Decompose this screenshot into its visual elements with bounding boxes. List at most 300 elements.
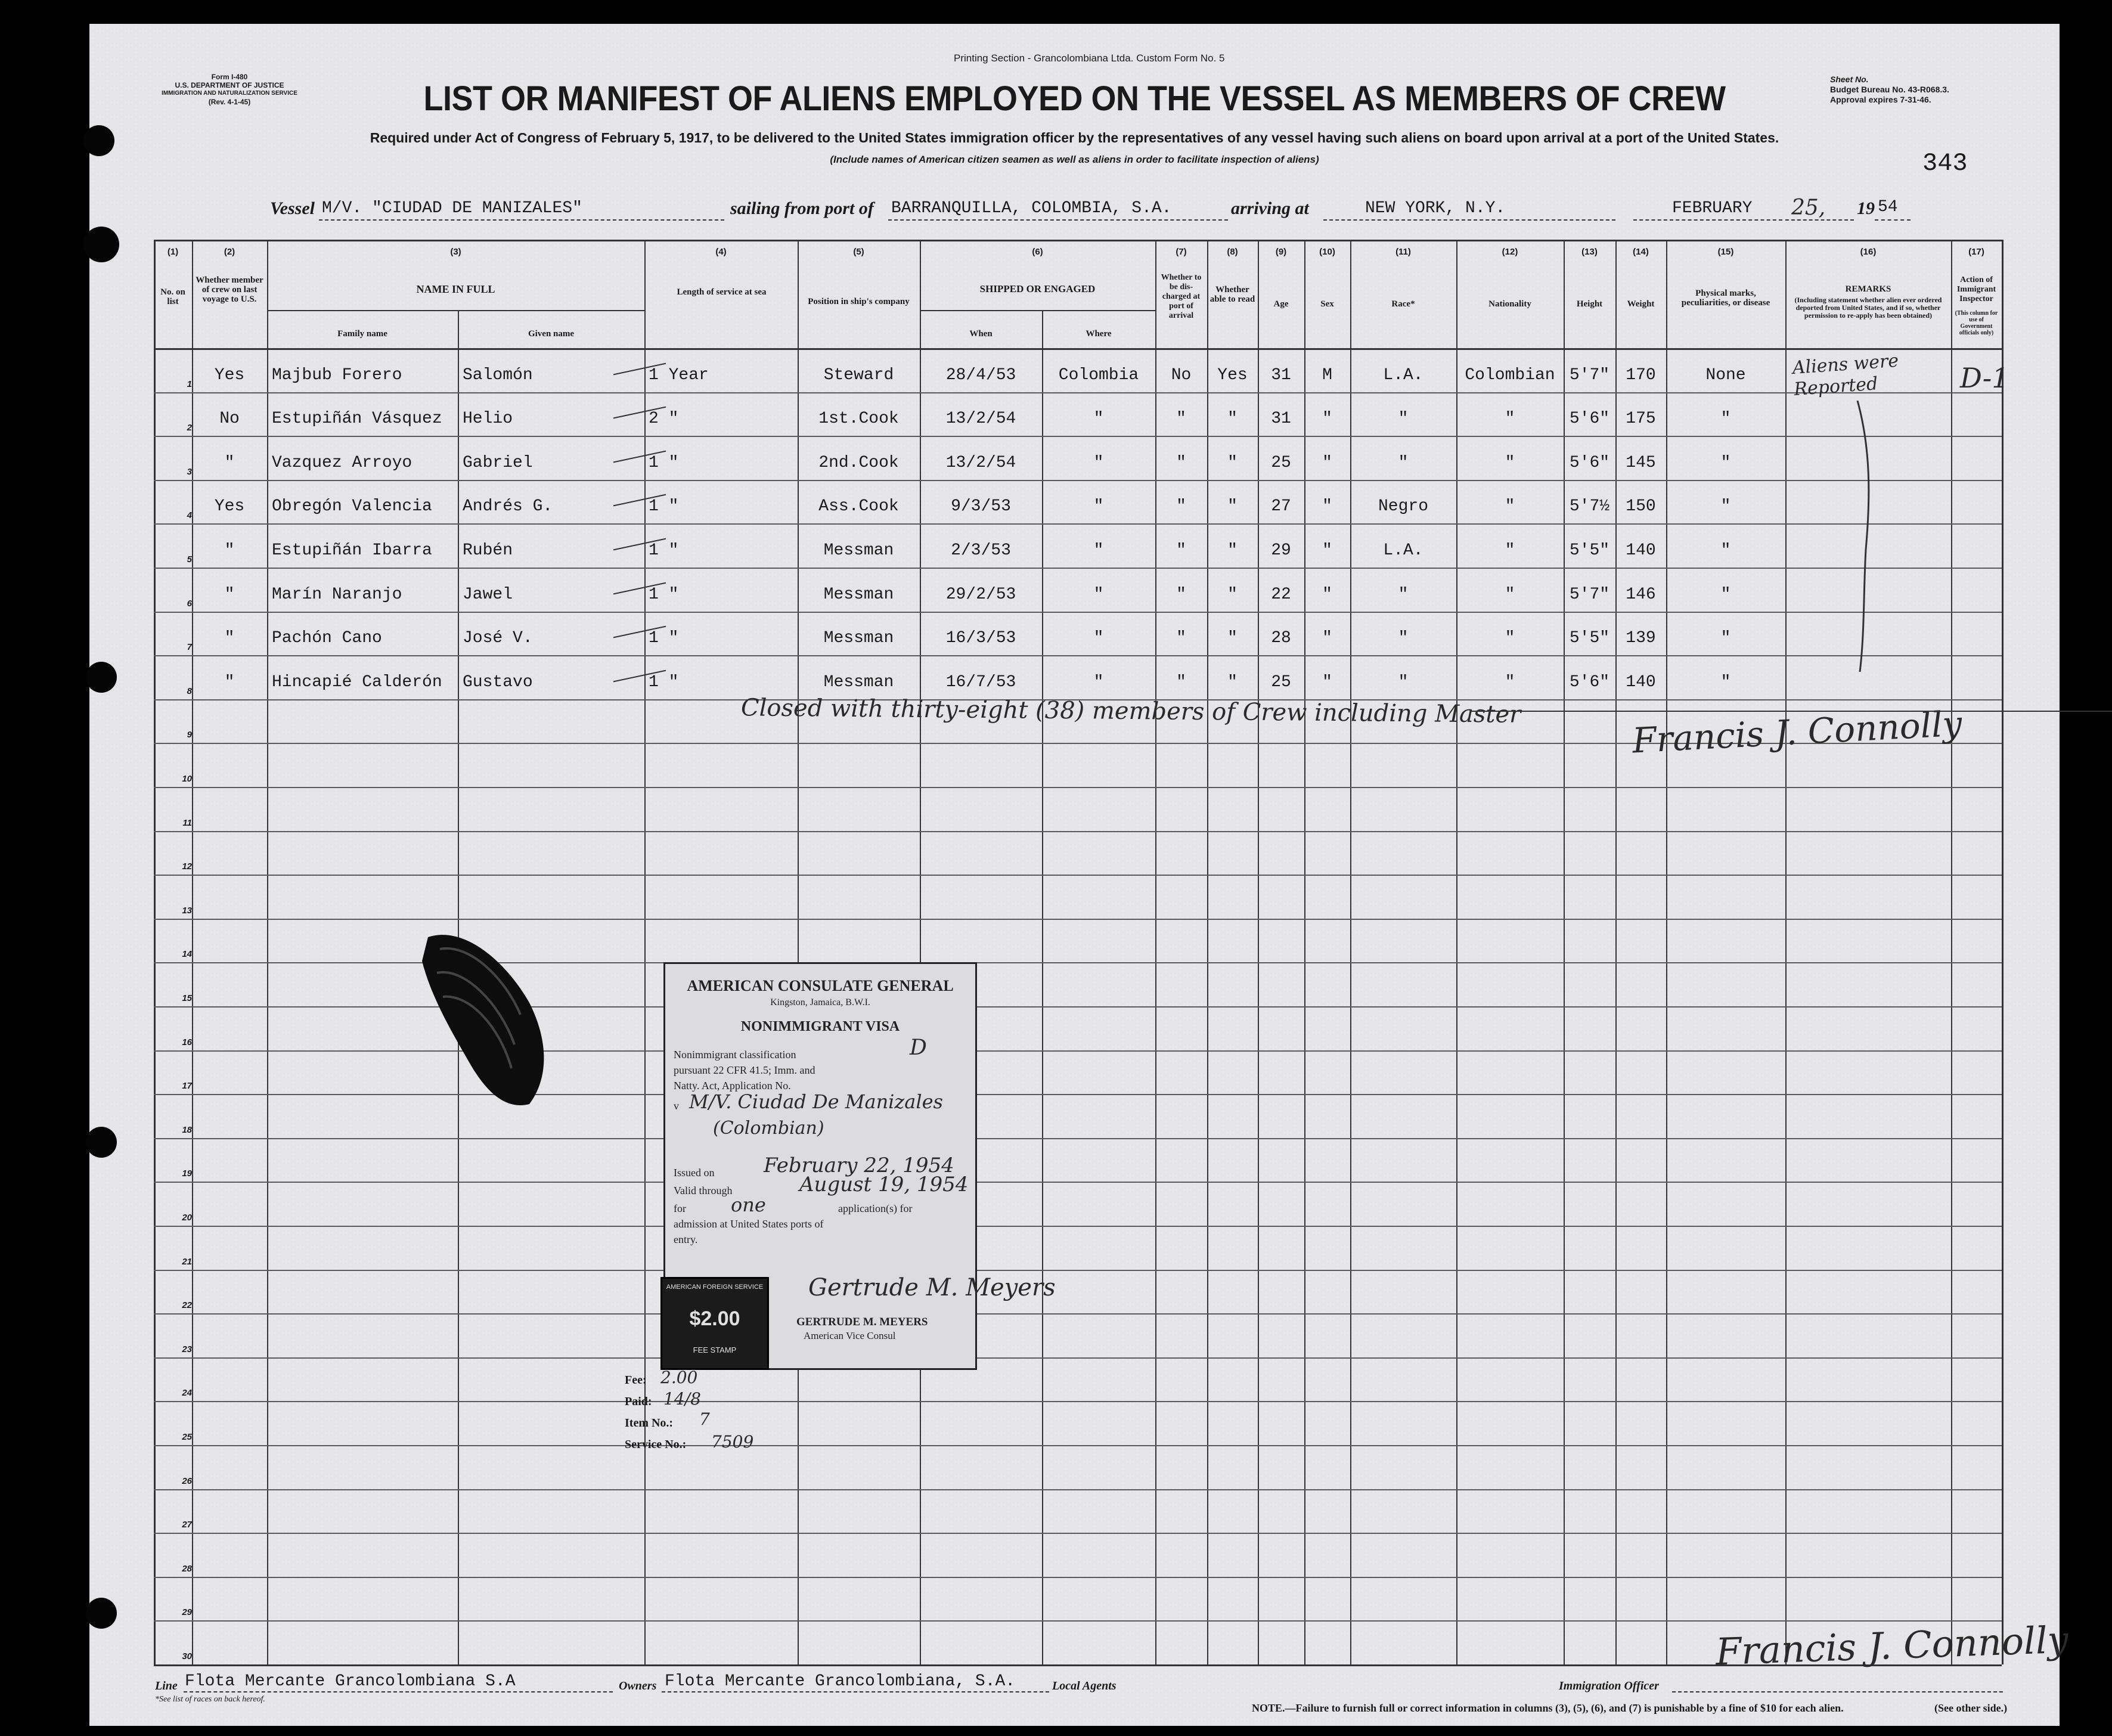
- col-num: (11): [1395, 247, 1411, 257]
- classification-value: D: [910, 1036, 927, 1060]
- row-number: 3: [187, 466, 192, 477]
- row-divider: [154, 1445, 2002, 1446]
- page-title: LIST OR MANIFEST OF ALIENS EMPLOYED ON THE VESSEL AS MEMBERS OF CREW: [423, 79, 1726, 118]
- cell-discharged: ": [1176, 672, 1186, 692]
- col-num: (14): [1633, 247, 1649, 257]
- action-code: D-1: [1960, 362, 2009, 394]
- row-number: 16: [182, 1037, 192, 1047]
- cell-position: 2nd.Cook: [818, 453, 899, 472]
- vessel-line: [89, 196, 2060, 225]
- cell-read: ": [1227, 672, 1238, 692]
- issued-label: Issued on: [674, 1167, 715, 1179]
- cell-discharged: ": [1176, 629, 1186, 648]
- col-num: (8): [1227, 247, 1238, 257]
- col-num: (4): [715, 247, 727, 257]
- col-header-shipped: SHIPPED OR ENGAGED: [979, 283, 1096, 294]
- cell-given: Salomón: [463, 365, 533, 385]
- row-number: 9: [187, 730, 192, 740]
- col-header-nationality: Nationality: [1488, 299, 1531, 309]
- consulate-location: Kingston, Jamaica, B.W.I.: [770, 997, 870, 1008]
- col-header-given-name: Given name: [528, 329, 575, 339]
- row-divider: [154, 655, 2002, 656]
- cell-age: 22: [1271, 585, 1291, 604]
- cell-service: 1 ": [649, 672, 679, 692]
- col-num: (13): [1581, 247, 1598, 257]
- include-note: (Include names of American citizen seamen as well as aliens in order to facilitate inspection of aliens): [830, 154, 1319, 165]
- row-divider: [154, 1270, 2002, 1271]
- stamp-country: (Colombian): [713, 1118, 824, 1139]
- cell-when: 2/3/53: [951, 541, 1011, 560]
- cell-sex: ": [1322, 585, 1332, 604]
- col-num: (16): [1860, 247, 1877, 257]
- admission-text: admission at United States ports of: [674, 1218, 824, 1230]
- valid-date: August 19, 1954: [799, 1173, 969, 1196]
- cell-where: ": [1093, 453, 1104, 472]
- col-header-remarks-note: (Including statement whether alien ever ordered deported from United States, and if so, whether permission to re-apply has been obtained): [1794, 296, 1942, 320]
- cell-nationality: ": [1505, 585, 1515, 604]
- cell-sex: ": [1322, 497, 1332, 516]
- cell-family: Majbub Forero: [272, 365, 402, 385]
- cell-crew: Yes: [214, 497, 245, 516]
- cell-family: Marín Naranjo: [272, 585, 402, 604]
- fee-stamp-value: $2.00: [689, 1307, 740, 1330]
- cell-race: L.A.: [1383, 541, 1423, 560]
- cell-weight: 150: [1626, 497, 1656, 516]
- cell-when: 16/3/53: [945, 629, 1016, 648]
- cell-race: ": [1398, 453, 1409, 472]
- item-label: Item No.:: [625, 1416, 674, 1430]
- row-number: 25: [182, 1432, 192, 1442]
- cell-crew: ": [224, 629, 235, 648]
- cell-position: Messman: [823, 541, 894, 560]
- row-divider: [154, 436, 2002, 437]
- cell-nationality: ": [1505, 672, 1515, 692]
- closing-statement: Closed with thirty-eight (38) members of Crew including Master: [740, 694, 1521, 728]
- cell-nationality: ": [1505, 497, 1515, 516]
- row-divider: [154, 1533, 2002, 1534]
- col-header-name: NAME IN FULL: [416, 283, 495, 295]
- cell-given: Helio: [463, 410, 513, 429]
- owners-label: Owners: [619, 1679, 657, 1692]
- cell-family: Pachón Cano: [272, 629, 382, 648]
- col-num: (2): [224, 247, 235, 257]
- row-number: 27: [182, 1520, 192, 1530]
- row-number: 23: [182, 1344, 192, 1354]
- col-header-where: Where: [1086, 329, 1112, 339]
- row-divider: [154, 1138, 2002, 1139]
- vessel-label: Vessel: [270, 199, 315, 218]
- classification-label: Nonimmigrant classification: [674, 1049, 796, 1061]
- row-number: 15: [182, 993, 192, 1003]
- col-num: (12): [1502, 247, 1518, 257]
- cell-height: 5'6": [1569, 672, 1610, 692]
- col-header-height: Height: [1576, 299, 1603, 309]
- cell-sex: M: [1322, 365, 1332, 385]
- row-number: 6: [187, 598, 192, 609]
- col-header-read: Whether able to read: [1209, 285, 1255, 304]
- cell-crew: ": [224, 541, 235, 560]
- cell-race: L.A.: [1383, 365, 1423, 385]
- row-number: 19: [182, 1168, 192, 1179]
- pursuant-text: pursuant 22 CFR 41.5; Imm. and: [674, 1064, 815, 1076]
- col-num: (10): [1319, 247, 1335, 257]
- row-divider: [154, 1313, 2002, 1315]
- cell-marks: ": [1720, 541, 1731, 560]
- cell-where: ": [1093, 629, 1104, 648]
- row-number: 2: [187, 423, 192, 433]
- cell-service: 1 ": [649, 497, 679, 516]
- row-number: 4: [187, 510, 192, 521]
- crew-manifest-table: [154, 240, 2069, 1674]
- cell-read: Yes: [1217, 365, 1248, 385]
- col-num: (3): [450, 247, 461, 257]
- row-number: 8: [187, 686, 192, 696]
- cell-read: ": [1227, 497, 1238, 516]
- for-label: for: [674, 1202, 686, 1214]
- cell-position: Messman: [823, 629, 894, 648]
- cell-weight: 170: [1626, 365, 1656, 385]
- row-number: 7: [187, 642, 192, 653]
- col-num: (15): [1717, 247, 1734, 257]
- cell-sex: ": [1322, 672, 1332, 692]
- fee-stamp-top: AMERICAN FOREIGN SERVICE: [666, 1284, 764, 1291]
- cell-service: 1 ": [649, 629, 679, 648]
- row-divider: [154, 612, 2002, 613]
- cell-crew: ": [224, 672, 235, 692]
- cell-discharged: ": [1176, 585, 1186, 604]
- cell-discharged: ": [1176, 410, 1186, 429]
- col-header-action: Action of Immigrant Inspector: [1956, 275, 1996, 303]
- col-header-position: Position in ship's company: [808, 297, 910, 306]
- vessel-name: M/V. "CIUDAD DE MANIZALES": [322, 199, 582, 218]
- cell-crew: ": [224, 585, 235, 604]
- col-header-race: Race*: [1391, 299, 1415, 309]
- cell-when: 13/2/54: [945, 410, 1016, 429]
- row-number: 20: [182, 1213, 192, 1223]
- punch-hole: [86, 1598, 117, 1629]
- cell-height: 5'6": [1569, 453, 1610, 472]
- row-divider: [154, 523, 2002, 525]
- cell-marks: None: [1705, 365, 1746, 385]
- row-number: 18: [182, 1124, 192, 1135]
- sheet-info: [1830, 75, 1949, 105]
- cell-position: Messman: [823, 585, 894, 604]
- arrival-day: 25,: [1791, 196, 1826, 220]
- row-number: 26: [182, 1475, 192, 1486]
- legal-requirement: Required under Act of Congress of February 5, 1917, to be delivered to the United States immigration officer by the representatives of any vessel having such aliens on board upon arrival at a port of the United States.: [370, 130, 1779, 145]
- row-number: 14: [182, 949, 192, 960]
- year-prefix: 19: [1857, 199, 1875, 218]
- punch-hole: [83, 227, 119, 262]
- cell-sex: ": [1322, 629, 1332, 648]
- col-header-physical-marks: Physical marks, peculiarities, or disease: [1681, 289, 1770, 308]
- cell-given: Andrés G.: [463, 497, 553, 516]
- service-label: Service No.:: [625, 1438, 687, 1451]
- col-num: (9): [1275, 247, 1287, 257]
- departure-port: BARRANQUILLA, COLOMBIA, S.A.: [891, 199, 1172, 218]
- cell-sex: ": [1322, 541, 1332, 560]
- col-num: (1): [167, 247, 179, 257]
- row-divider: [154, 875, 2002, 876]
- cell-read: ": [1227, 453, 1238, 472]
- row-divider: [154, 1182, 2002, 1183]
- cell-nationality: ": [1505, 453, 1515, 472]
- cell-nationality: ": [1505, 541, 1515, 560]
- cell-height: 5'7": [1569, 365, 1610, 385]
- department-name: U.S. DEPARTMENT OF JUSTICE: [175, 81, 284, 89]
- cell-marks: ": [1720, 410, 1731, 429]
- cell-given: Gabriel: [463, 453, 533, 472]
- row-number: 28: [182, 1563, 192, 1574]
- cell-read: ": [1227, 541, 1238, 560]
- cell-height: 5'7½: [1569, 497, 1610, 516]
- row-number: 12: [182, 861, 192, 872]
- vessel-prefix: v: [674, 1100, 679, 1112]
- cell-nationality: ": [1505, 629, 1515, 648]
- form-number: Form I-480: [211, 73, 248, 81]
- consulate-name: AMERICAN CONSULATE GENERAL: [687, 977, 954, 994]
- cell-read: ": [1227, 410, 1238, 429]
- cell-race: ": [1398, 629, 1409, 648]
- col-header-last-voyage: Whether member of crew on last voyage to U.S.: [196, 275, 263, 304]
- penalty-note: NOTE.—Failure to furnish full or correct information in columns (3), (5), (6), and (7) is punishable by a fine of $10 for each alien.: [1252, 1702, 1844, 1714]
- cell-weight: 146: [1626, 585, 1656, 604]
- cell-age: 31: [1271, 410, 1291, 429]
- cell-height: 5'5": [1569, 541, 1610, 560]
- cell-where: ": [1093, 497, 1104, 516]
- valid-label: Valid through: [674, 1185, 733, 1196]
- issued-date: February 22, 1954: [764, 1154, 954, 1177]
- cell-weight: 140: [1626, 672, 1656, 692]
- revision: (Rev. 4-1-45): [208, 98, 251, 106]
- col-header-family-name: Family name: [337, 329, 387, 339]
- cell-position: Steward: [823, 365, 894, 385]
- cell-family: Vazquez Arroyo: [272, 453, 413, 472]
- row-divider: [154, 480, 2002, 481]
- paid-label: Paid:: [625, 1395, 652, 1408]
- officer-signature: Francis J. Connolly: [1714, 1617, 2069, 1674]
- row-number: 11: [182, 817, 192, 828]
- cell-weight: 140: [1626, 541, 1656, 560]
- cell-race: Negro: [1378, 497, 1428, 516]
- page-number: 343: [1922, 149, 1968, 178]
- cell-discharged: No: [1171, 365, 1192, 385]
- sailing-label: sailing from port of: [730, 199, 874, 218]
- cell-crew: No: [219, 410, 240, 429]
- row-number: 1: [187, 379, 192, 389]
- cell-where: ": [1093, 541, 1104, 560]
- cell-when: 9/3/53: [951, 497, 1011, 516]
- cell-where: ": [1093, 672, 1104, 692]
- cell-where: Colombia: [1058, 365, 1139, 385]
- cell-where: ": [1093, 585, 1104, 604]
- cell-given: José V.: [463, 629, 533, 648]
- signature-line: [1471, 711, 2112, 712]
- cell-given: Jawel: [463, 585, 513, 604]
- cell-height: 5'6": [1569, 410, 1610, 429]
- col-header-when: When: [969, 329, 993, 339]
- entry-text: entry.: [674, 1233, 698, 1245]
- cell-discharged: ": [1176, 541, 1186, 560]
- cell-position: Messman: [823, 672, 894, 692]
- row-number: 5: [187, 554, 192, 565]
- cell-when: 13/2/54: [945, 453, 1016, 472]
- col-header-remarks: REMARKS: [1845, 284, 1891, 294]
- row-divider: [154, 831, 2002, 832]
- line-value: Flota Mercante Grancolombiana S.A: [185, 1672, 516, 1691]
- paid-value: 14/8: [663, 1389, 701, 1409]
- remarks-handwriting: Aliens were Reported: [1791, 350, 1900, 400]
- fee-stamp: [660, 1277, 769, 1370]
- cell-when: 28/4/53: [945, 365, 1016, 385]
- see-other-side: (See other side.): [1934, 1702, 2008, 1714]
- applications-text: application(s) for: [838, 1202, 913, 1214]
- cell-crew: Yes: [214, 365, 245, 385]
- budget-bureau: Budget Bureau No. 43-R068.3.: [1830, 85, 1949, 94]
- arrival-port: NEW YORK, N.Y.: [1365, 199, 1506, 218]
- service-value: 7509: [711, 1432, 754, 1452]
- col-header-service-length: Length of service at sea: [677, 287, 767, 297]
- cell-age: 28: [1271, 629, 1291, 648]
- row-number: 13: [182, 905, 192, 916]
- col-header-action-note: (This column for use of Government officials only): [1955, 310, 1998, 336]
- row-number: 10: [182, 774, 192, 784]
- cell-nationality: Colombian: [1465, 365, 1555, 385]
- cell-position: 1st.Cook: [818, 410, 899, 429]
- col-header-no: No. on list: [160, 287, 185, 306]
- cell-marks: ": [1720, 497, 1731, 516]
- cell-given: Gustavo: [463, 672, 533, 692]
- col-num: (6): [1032, 247, 1043, 257]
- cell-discharged: ": [1176, 497, 1186, 516]
- row-number: 21: [182, 1256, 192, 1267]
- line-label: Line: [155, 1679, 178, 1692]
- cell-read: ": [1227, 629, 1238, 648]
- arriving-label: arriving at: [1231, 199, 1309, 218]
- row-divider: [154, 919, 2002, 920]
- cell-race: ": [1398, 585, 1409, 604]
- application-no-label: Natty. Act, Application No.: [674, 1080, 791, 1092]
- cell-age: 31: [1271, 365, 1291, 385]
- cell-height: 5'7": [1569, 585, 1610, 604]
- cell-sex: ": [1322, 410, 1332, 429]
- seal-icon: [416, 925, 553, 1116]
- row-number: 29: [182, 1607, 192, 1618]
- cell-marks: ": [1720, 453, 1731, 472]
- row-divider: [154, 1226, 2002, 1227]
- approval-expiry: Approval expires 7-31-46.: [1830, 95, 1931, 104]
- cell-weight: 145: [1626, 453, 1656, 472]
- cell-family: Hincapié Calderón: [272, 672, 442, 692]
- inspector-signature: Francis J. Connolly: [1631, 703, 1963, 761]
- cell-position: Ass.Cook: [818, 497, 899, 516]
- row-number: 22: [182, 1300, 192, 1311]
- consul-title: American Vice Consul: [804, 1330, 896, 1341]
- cell-marks: ": [1720, 585, 1731, 604]
- cell-sex: ": [1322, 453, 1332, 472]
- application-count: one: [731, 1194, 766, 1216]
- item-value: 7: [699, 1409, 710, 1429]
- cell-weight: 175: [1626, 410, 1656, 429]
- cell-read: ": [1227, 585, 1238, 604]
- cell-marks: ": [1720, 672, 1731, 692]
- cell-age: 27: [1271, 497, 1291, 516]
- punch-hole: [86, 1127, 117, 1158]
- cell-height: 5'5": [1569, 629, 1610, 648]
- row-number: 30: [182, 1651, 192, 1661]
- cell-service: 1 ": [649, 541, 679, 560]
- service-name: IMMIGRATION AND NATURALIZATION SERVICE: [162, 90, 297, 97]
- cell-family: Obregón Valencia: [272, 497, 432, 516]
- races-note: *See list of races on back hereof.: [155, 1695, 265, 1704]
- punch-hole: [86, 662, 117, 693]
- cell-given: Rubén: [463, 541, 513, 560]
- cell-family: Estupiñán Vásquez: [272, 410, 442, 429]
- fee-stamp-bottom: FEE STAMP: [693, 1346, 737, 1354]
- cell-service: 2 ": [649, 410, 679, 429]
- row-number: 24: [182, 1388, 192, 1399]
- row-divider: [154, 1620, 2002, 1622]
- officer-label: Immigration Officer: [1559, 1679, 1659, 1692]
- row-divider: [154, 1489, 2002, 1490]
- col-num: (17): [1968, 247, 1984, 257]
- cell-weight: 139: [1626, 629, 1656, 648]
- col-header-discharged: Whether to be dis-charged at port of arrival: [1161, 273, 1202, 320]
- row-number: 17: [182, 1081, 192, 1092]
- col-header-sex: Sex: [1320, 299, 1334, 309]
- cell-service: 1 ": [649, 585, 679, 604]
- cell-when: 16/7/53: [945, 672, 1016, 692]
- stamp-vessel: M/V. Ciudad De Manizales: [689, 1090, 943, 1113]
- col-num: (7): [1176, 247, 1187, 257]
- cell-family: Estupiñán Ibarra: [272, 541, 432, 560]
- manifest-sheet: [89, 24, 2069, 1726]
- col-header-age: Age: [1273, 299, 1289, 309]
- cell-nationality: ": [1505, 410, 1515, 429]
- cell-age: 25: [1271, 672, 1291, 692]
- cell-age: 29: [1271, 541, 1291, 560]
- arrival-month: FEBRUARY: [1672, 199, 1753, 218]
- cell-age: 25: [1271, 453, 1291, 472]
- cell-when: 29/2/53: [945, 585, 1016, 604]
- col-header-weight: Weight: [1627, 299, 1655, 309]
- row-divider: [154, 787, 2002, 788]
- row-divider: [154, 568, 2002, 569]
- sheet-number-label: Sheet No.: [1830, 75, 1869, 84]
- cell-race: ": [1398, 672, 1409, 692]
- printing-note: Printing Section - Grancolombiana Ltda. Custom Form No. 5: [954, 52, 1225, 64]
- fee-value: 2.00: [660, 1368, 698, 1387]
- remarks-bracket: [1853, 401, 1877, 675]
- consul-signature: Gertrude M. Meyers: [808, 1274, 1056, 1301]
- fee-label: Fee:: [625, 1374, 647, 1387]
- consul-name: GERTRUDE M. MEYERS: [796, 1316, 928, 1328]
- row-divider: [154, 392, 2002, 393]
- cell-where: ": [1093, 410, 1104, 429]
- cell-crew: ": [224, 453, 235, 472]
- year-suffix: 54: [1878, 198, 1898, 216]
- row-divider: [154, 1401, 2002, 1402]
- cell-marks: ": [1720, 629, 1731, 648]
- cell-service: 1 ": [649, 453, 679, 472]
- owners-value: Flota Mercante Grancolombiana, S.A.: [665, 1672, 1016, 1691]
- cell-service: 1 Year: [649, 365, 709, 385]
- agents-label: Local Agents: [1052, 1679, 1117, 1692]
- row-divider: [154, 1357, 2002, 1359]
- col-num: (5): [853, 247, 864, 257]
- visa-type: NONIMMIGRANT VISA: [740, 1019, 900, 1034]
- cell-discharged: ": [1176, 453, 1186, 472]
